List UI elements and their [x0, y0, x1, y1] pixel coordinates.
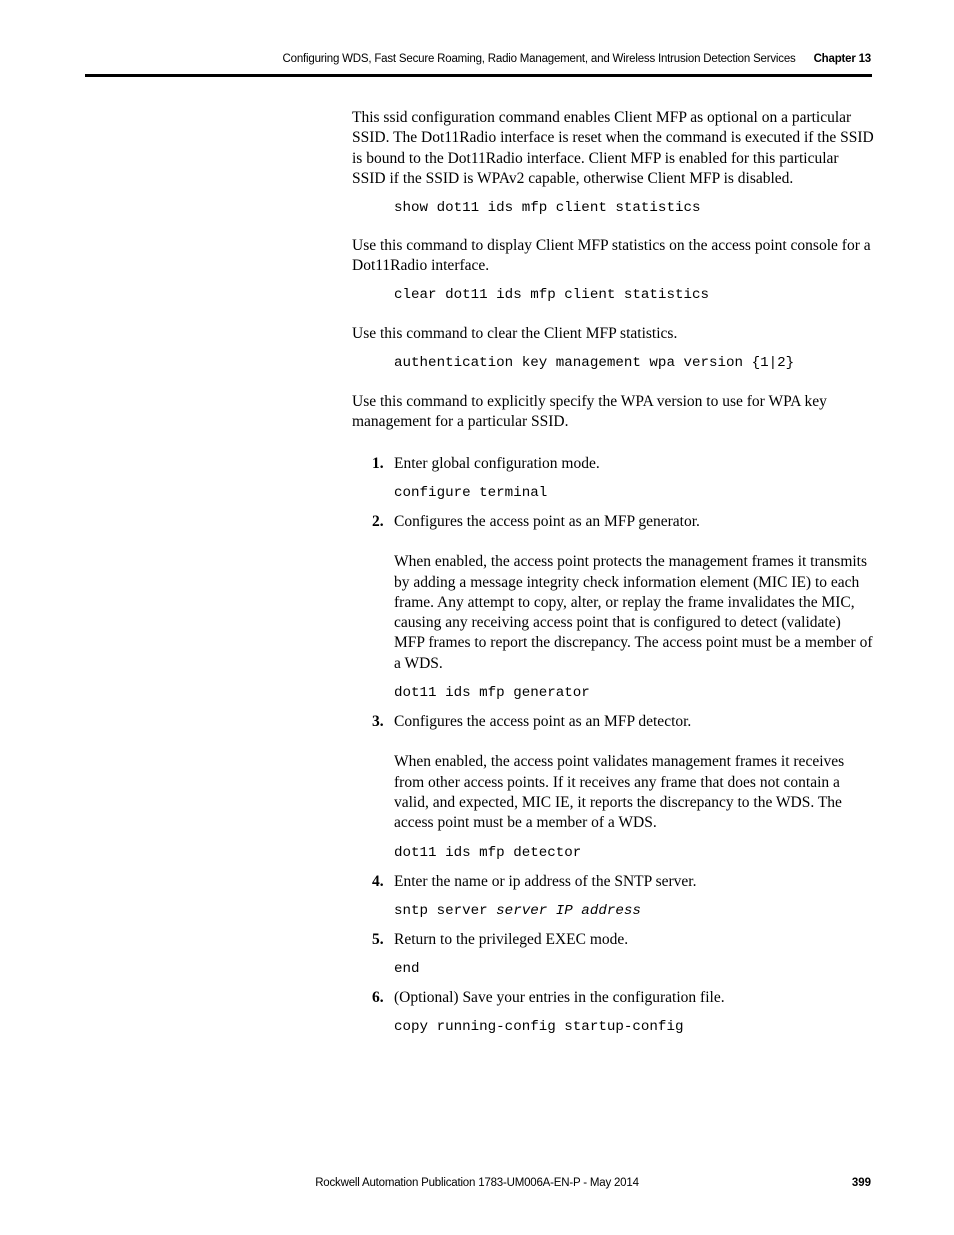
step-number: 3.	[372, 713, 384, 731]
step-command	[394, 901, 874, 921]
command-keyword: sntp server	[394, 902, 497, 919]
header-rule	[85, 74, 872, 77]
step-command: copy running-config startup-config	[394, 1019, 684, 1036]
step-text: Return to the privileged EXEC mode.	[394, 930, 629, 948]
step-item	[352, 930, 874, 979]
intro-paragraph-3: Use this command to clear the Client MFP statistics.	[352, 324, 678, 342]
command-show-statistics: show dot11 ids mfp client statistics	[394, 200, 701, 217]
step-item	[352, 988, 874, 1037]
header-title: Configuring WDS, Fast Secure Roaming, Radio Management, and Wireless Intrusion Detection Services	[282, 53, 796, 65]
step-detail: When enabled, the access point protects the management frames it transmits by adding a message integrity check information element (MIC IE) to each frame. Any attempt to copy, alter, or replay the frame invalidates the MIC, causing any receiving access point that is configured to detect (validate) MFP frames to report the discrepancy. The access point must be a member of a WDS.	[394, 553, 873, 672]
running-header	[283, 53, 871, 65]
intro-paragraph-2: Use this command to display Client MFP statistics on the access point console for a Dot11Radio interface.	[352, 237, 871, 275]
step-command: dot11 ids mfp generator	[394, 685, 590, 702]
step-text: Configures the access point as an MFP detector.	[394, 713, 692, 731]
step-text: (Optional) Save your entries in the configuration file.	[394, 989, 725, 1007]
command-argument: server IP address	[496, 902, 641, 919]
step-text: Enter global configuration mode.	[394, 454, 600, 472]
step-text: Configures the access point as an MFP generator.	[394, 512, 700, 530]
header-chapter: Chapter 13	[813, 53, 871, 65]
intro-paragraph-1: This ssid configuration command enables Client MFP as optional on a particular SSID. The Dot11Radio interface is reset when the command is executed if the SSID is bound to the Dot11Radio interface. Client MFP is enabled for this particular SSID if the SSID is WPAv2 capable, otherwise Client MFP is disabled.	[352, 109, 874, 187]
step-command: dot11 ids mfp detector	[394, 844, 582, 861]
step-text: Enter the name or ip address of the SNTP server.	[394, 872, 697, 890]
page-number: 399	[851, 1177, 871, 1189]
step-item	[352, 872, 874, 921]
step-item	[352, 454, 874, 503]
procedure-steps	[352, 454, 874, 1038]
step-number: 5.	[372, 930, 384, 948]
step-detail: When enabled, the access point validates management frames it receives from other access points. If it receives any frame that does not contain a valid, and expected, MIC IE, it reports the discrepancy to the WDS. The access point must be a member of a WDS.	[394, 753, 845, 832]
step-command: configure terminal	[394, 484, 548, 501]
step-number: 1.	[372, 454, 384, 472]
intro-paragraph-4: Use this command to explicitly specify the WPA version to use for WPA key management for a particular SSID.	[352, 393, 827, 431]
command-clear-statistics: clear dot11 ids mfp client statistics	[394, 286, 710, 303]
step-item	[352, 712, 874, 862]
step-item	[352, 512, 874, 703]
step-number: 2.	[372, 512, 384, 530]
command-wpa-version: authentication key management wpa version {1|2}	[394, 355, 795, 372]
step-number: 6.	[372, 989, 384, 1007]
page-content	[352, 108, 874, 1037]
footer-publication: Rockwell Automation Publication 1783-UM006A-EN-P - May 2014	[315, 1177, 639, 1189]
step-command: end	[394, 961, 420, 978]
step-number: 4.	[372, 872, 384, 890]
